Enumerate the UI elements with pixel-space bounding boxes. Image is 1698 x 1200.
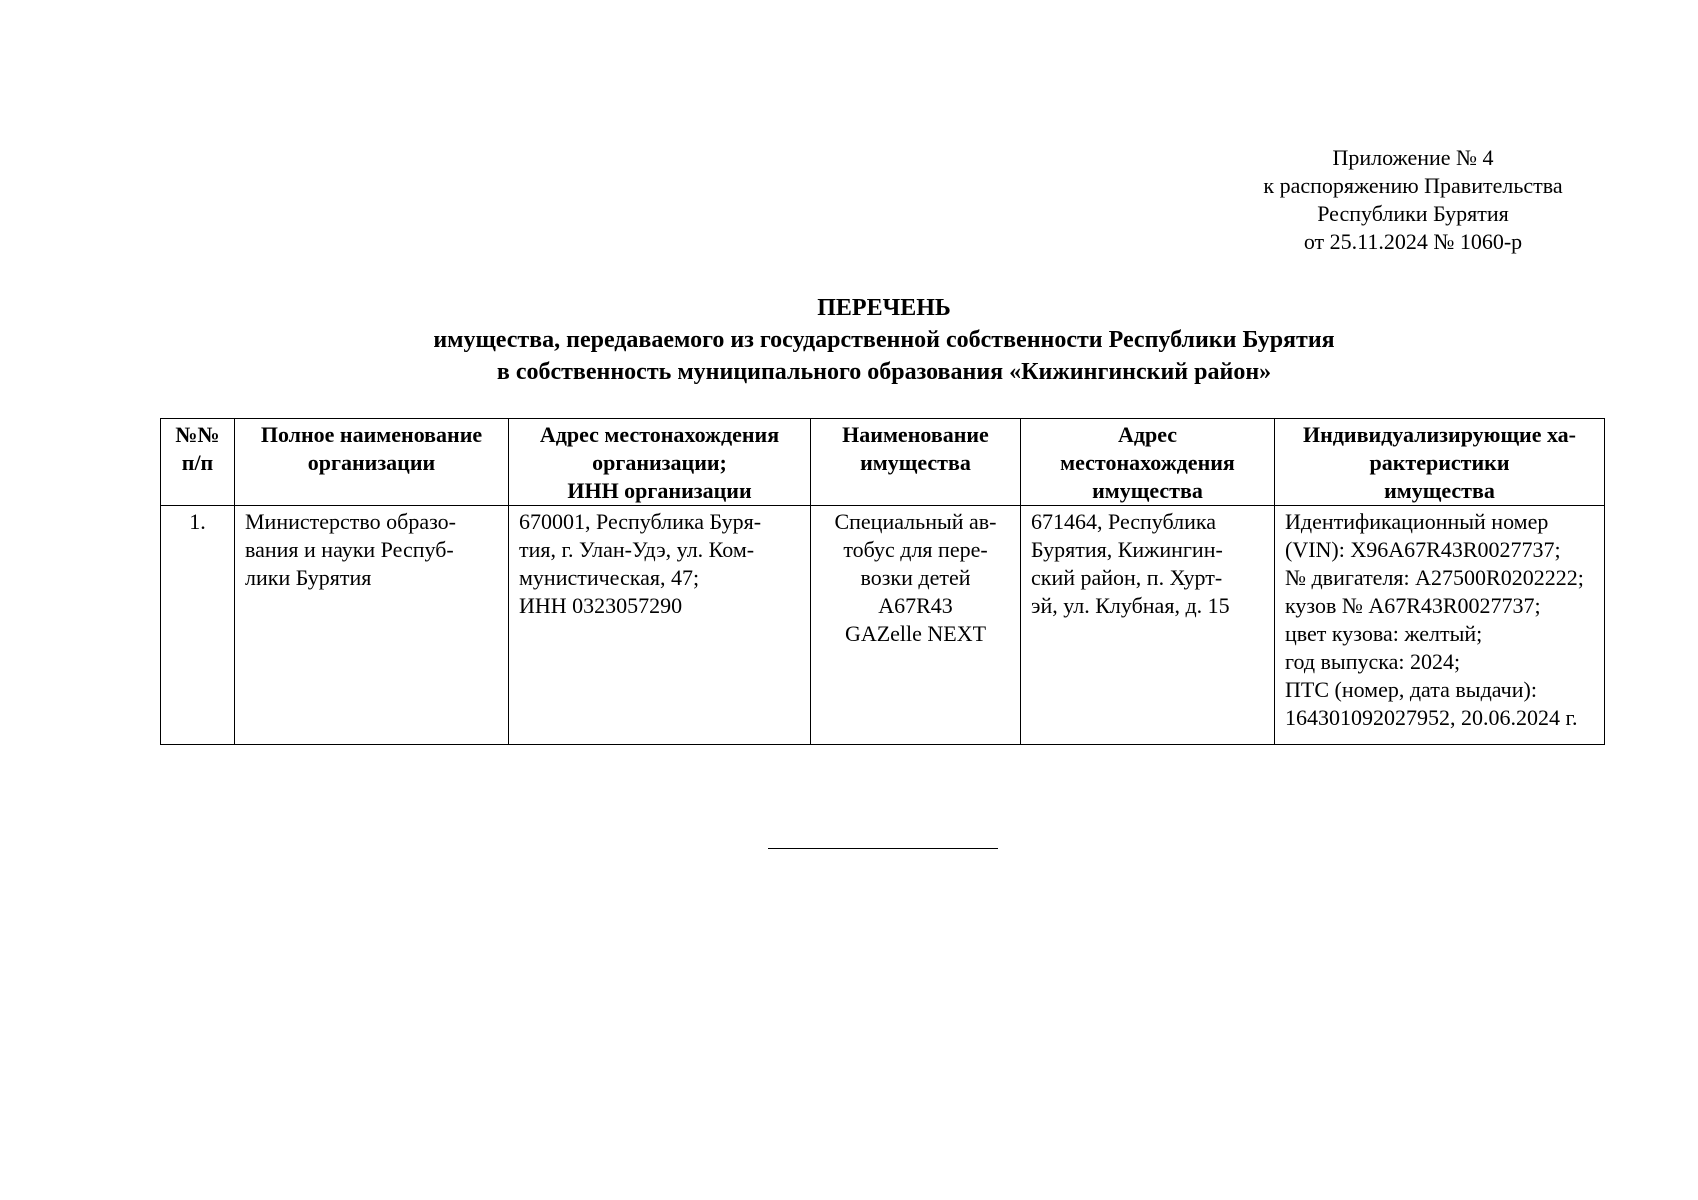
header-organization-address bbox=[509, 419, 811, 506]
header-text: Адрес местонахождения bbox=[539, 422, 780, 447]
cell-organization-name bbox=[235, 506, 509, 745]
cell-text: тия, г. Улан-Удэ, ул. Ком- bbox=[519, 537, 755, 562]
cell-text: 671464, Республика bbox=[1031, 509, 1217, 534]
cell-characteristics bbox=[1275, 506, 1605, 745]
cell-text: Специальный ав- bbox=[834, 509, 997, 534]
cell-text: (VIN): X96A67R43R0027737; bbox=[1285, 537, 1561, 562]
header-text: ИНН организации bbox=[567, 478, 752, 503]
header-text: организации bbox=[307, 450, 436, 475]
cell-text: цвет кузова: желтый; bbox=[1285, 621, 1483, 646]
cell-text: мунистическая, 47; bbox=[519, 565, 700, 590]
document-subtitle-line-2: в собственность муниципального образования «Кижингинский район» bbox=[496, 359, 1272, 385]
header-property-name bbox=[811, 419, 1021, 506]
document-subtitle-line-1: имущества, передаваемого из государственной собственности Республики Бурятия bbox=[433, 327, 1335, 353]
header-text: местонахождения bbox=[1060, 450, 1235, 475]
header-text: №№ bbox=[175, 422, 220, 447]
header-organization-name bbox=[235, 419, 509, 506]
cell-text: возки детей bbox=[860, 565, 971, 590]
cell-text: тобус для пере- bbox=[843, 537, 988, 562]
header-characteristics bbox=[1275, 419, 1605, 506]
cell-text: эй, ул. Клубная, д. 15 bbox=[1031, 593, 1230, 618]
cell-text: № двигателя: А27500R0202222; bbox=[1285, 565, 1584, 590]
property-table bbox=[160, 418, 1605, 745]
cell-text: ИНН 0323057290 bbox=[519, 593, 683, 618]
cell-text: кузов № А67R43R0027737; bbox=[1285, 593, 1541, 618]
table-row bbox=[161, 506, 1605, 745]
appendix-government: Республики Бурятия bbox=[1317, 201, 1509, 226]
cell-text: Бурятия, Кижингин- bbox=[1031, 537, 1223, 562]
header-text: имущества bbox=[1384, 478, 1495, 503]
appendix-note bbox=[1238, 144, 1588, 256]
document-heading bbox=[160, 292, 1608, 388]
appendix-number: Приложение № 4 bbox=[1332, 145, 1494, 170]
cell-text: ПТС (номер, дата выдачи): bbox=[1285, 677, 1537, 702]
header-text: имущества bbox=[1092, 478, 1203, 503]
document-title: ПЕРЕЧЕНЬ bbox=[817, 295, 951, 321]
cell-text: лики Бурятия bbox=[245, 565, 372, 590]
header-text: Индивидуализирующие ха- bbox=[1302, 422, 1577, 447]
header-text: рактеристики bbox=[1369, 450, 1510, 475]
cell-text: 164301092027952, 20.06.2024 г. bbox=[1285, 705, 1578, 730]
header-number bbox=[161, 419, 235, 506]
cell-text: 670001, Республика Буря- bbox=[519, 509, 762, 534]
header-text: организации; bbox=[592, 450, 727, 475]
cell-text: год выпуска: 2024; bbox=[1285, 649, 1461, 674]
cell-text: Идентификационный номер bbox=[1285, 509, 1549, 534]
appendix-order-ref: к распоряжению Правительства bbox=[1263, 173, 1563, 198]
cell-text: 1. bbox=[189, 509, 206, 534]
table-header-row bbox=[161, 419, 1605, 506]
cell-text: А67R43 bbox=[878, 593, 953, 618]
cell-number bbox=[161, 506, 235, 745]
appendix-date: от 25.11.2024 № 1060-р bbox=[1303, 229, 1523, 254]
header-text: Полное наименование bbox=[260, 422, 483, 447]
cell-text: Министерство образо- bbox=[245, 509, 456, 534]
header-text: Наименование bbox=[842, 422, 989, 447]
cell-text: GAZelle NEXT bbox=[844, 621, 987, 646]
header-text: п/п bbox=[181, 450, 214, 475]
cell-text: ский район, п. Хурт- bbox=[1031, 565, 1223, 590]
header-text: Адрес bbox=[1117, 422, 1178, 447]
cell-organization-address bbox=[509, 506, 811, 745]
header-text: имущества bbox=[860, 450, 971, 475]
end-divider-line bbox=[768, 848, 998, 849]
cell-property-name bbox=[811, 506, 1021, 745]
cell-property-address bbox=[1021, 506, 1275, 745]
header-property-address bbox=[1021, 419, 1275, 506]
cell-text: вания и науки Респуб- bbox=[245, 537, 454, 562]
